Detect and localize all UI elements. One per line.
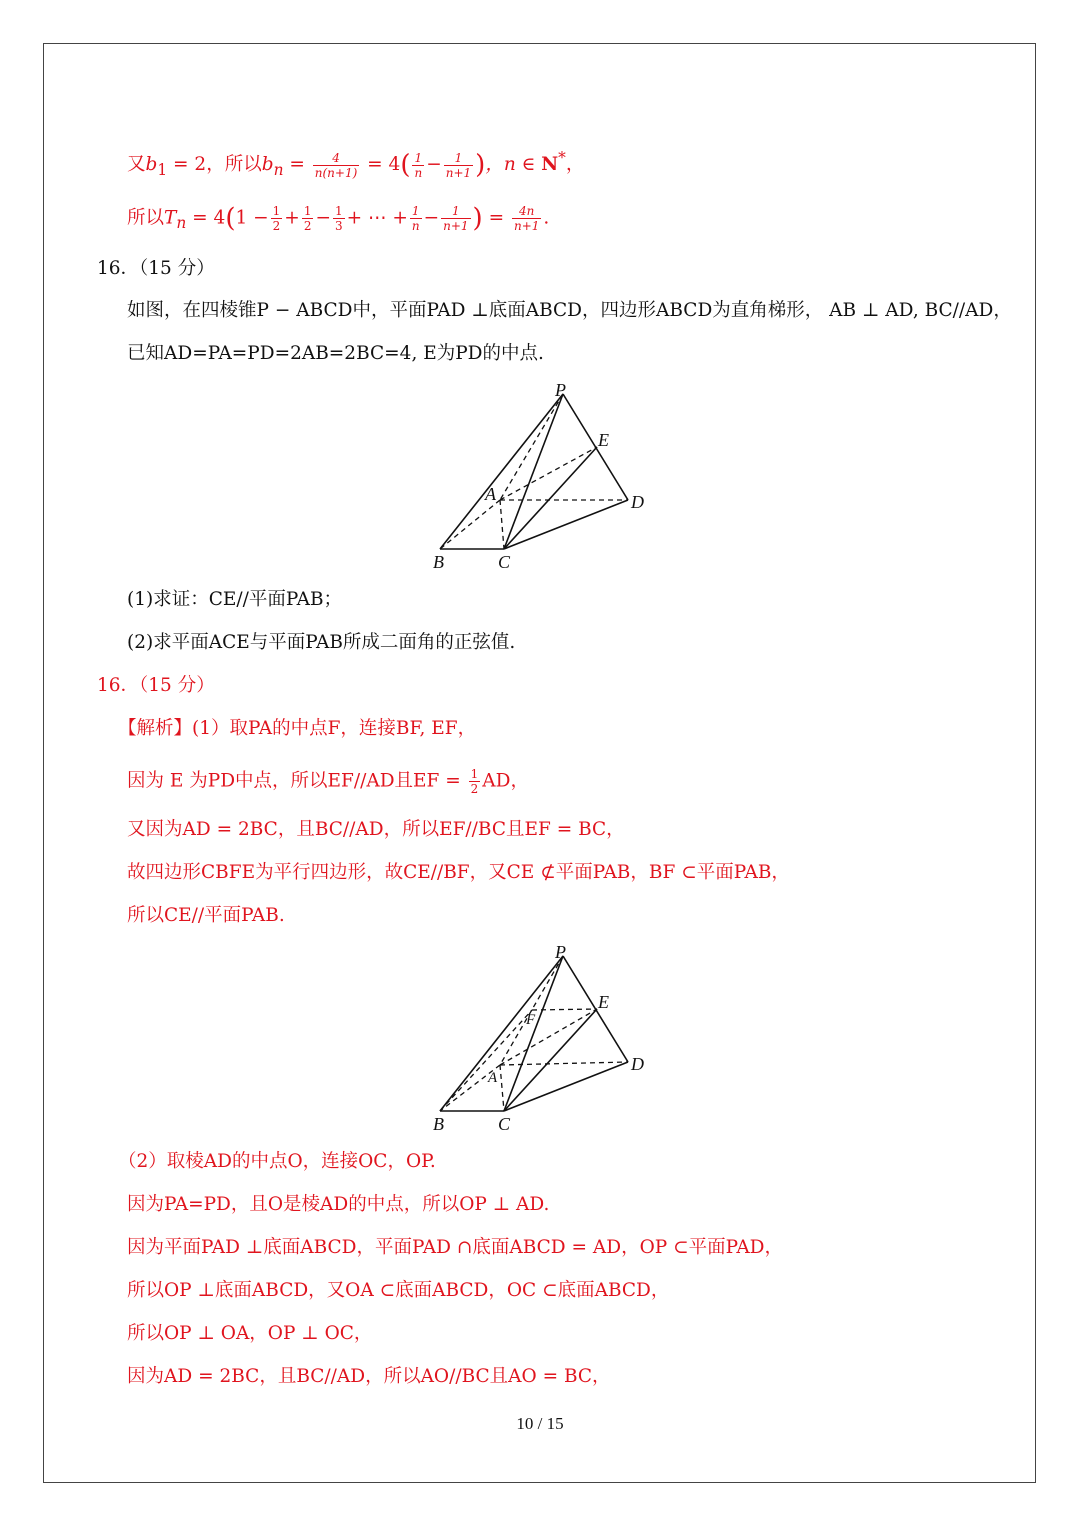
label-E: E <box>598 992 609 1012</box>
label-C: C <box>498 1114 511 1134</box>
question-2: (2)求平面ACE与平面PAB所成二面角的正弦值. <box>127 632 516 653</box>
solution-line-9: 所以OP ⊥底面ABCD，又OA ⊂底面ABCD，OC ⊂底面ABCD， <box>127 1280 670 1301</box>
pyramid-figure-2 <box>420 940 660 1135</box>
problem-stem-2: 已知AD=PA=PD=2AB=2BC=4, E为PD的中点. <box>127 343 544 364</box>
label-E: E <box>598 430 609 450</box>
solution-line-3: 又因为AD = 2BC，且BC//AD，所以EF//BC且EF = BC， <box>127 819 625 840</box>
label-D: D <box>631 1054 644 1074</box>
solution-line-4: 故四边形CBFE为平行四边形，故CE//BF，又CE ⊄平面PAB，BF ⊂平面PAB， <box>127 862 790 883</box>
solution-line-6: （2）取棱AD的中点O，连接OC，OP. <box>118 1151 436 1172</box>
label-B: B <box>433 1114 444 1134</box>
solution-line-1: 【解析】(1）取PA的中点F，连接BF, EF， <box>118 718 477 739</box>
solution-line-11: 因为AD = 2BC，且BC//AD，所以AO//BC且AO = BC， <box>127 1366 611 1387</box>
problem-stem-1: 如图，在四棱锥P − ABCD中，平面PAD ⊥底面ABCD，四边形ABCD为直角梯形， AB ⊥ AD, BC//AD， <box>127 300 1012 321</box>
solution-line-5: 所以CE//平面PAB. <box>127 905 285 926</box>
label-A: A <box>485 484 496 504</box>
solution-line-8: 因为平面PAD ⊥底面ABCD，平面PAD ∩底面ABCD = AD，OP ⊂平面PAD， <box>127 1237 784 1258</box>
formula-bn: 又$b_1 = 2$，所以$b_n$ = $\frac{4}{n(n+1)}$ = 4( $\frac{1}{n}$ − $\frac{1}{n+1}$ )，n ∈ N*， <box>127 149 585 181</box>
formula-tn: 所以$T_n = 4(1$ − $\frac{1}{2}$ + $\frac{1}{2}$ − $\frac{1}{3}$ + ⋯ + $\frac{1}{n}$ − $\frac{1}{n+1}$ ) = $\frac{4n}{n+1}$ . <box>127 203 550 234</box>
page-number: 10 / 15 <box>516 1414 564 1433</box>
label-P: P <box>555 942 566 962</box>
label-D: D <box>631 492 644 512</box>
solution-header: 16．（15 分） <box>97 675 215 696</box>
label-C: C <box>498 552 511 572</box>
problem-header: 16．（15 分） <box>97 258 215 279</box>
question-1: (1)求证：CE//平面PAB； <box>127 589 343 610</box>
label-F: F <box>526 1012 536 1028</box>
label-A: A <box>488 1070 498 1086</box>
pyramid-figure-1 <box>420 378 660 573</box>
label-B: B <box>433 552 444 572</box>
solution-line-7: 因为PA=PD，且O是棱AD的中点，所以OP ⊥ AD. <box>127 1194 550 1215</box>
solution-line-10: 所以OP ⊥ OA，OP ⊥ OC， <box>127 1323 373 1344</box>
solution-line-2: 因为 E 为PD中点，所以EF//AD且EF = $\frac{1}{2}$ AD， <box>127 767 529 796</box>
label-P: P <box>555 380 566 400</box>
